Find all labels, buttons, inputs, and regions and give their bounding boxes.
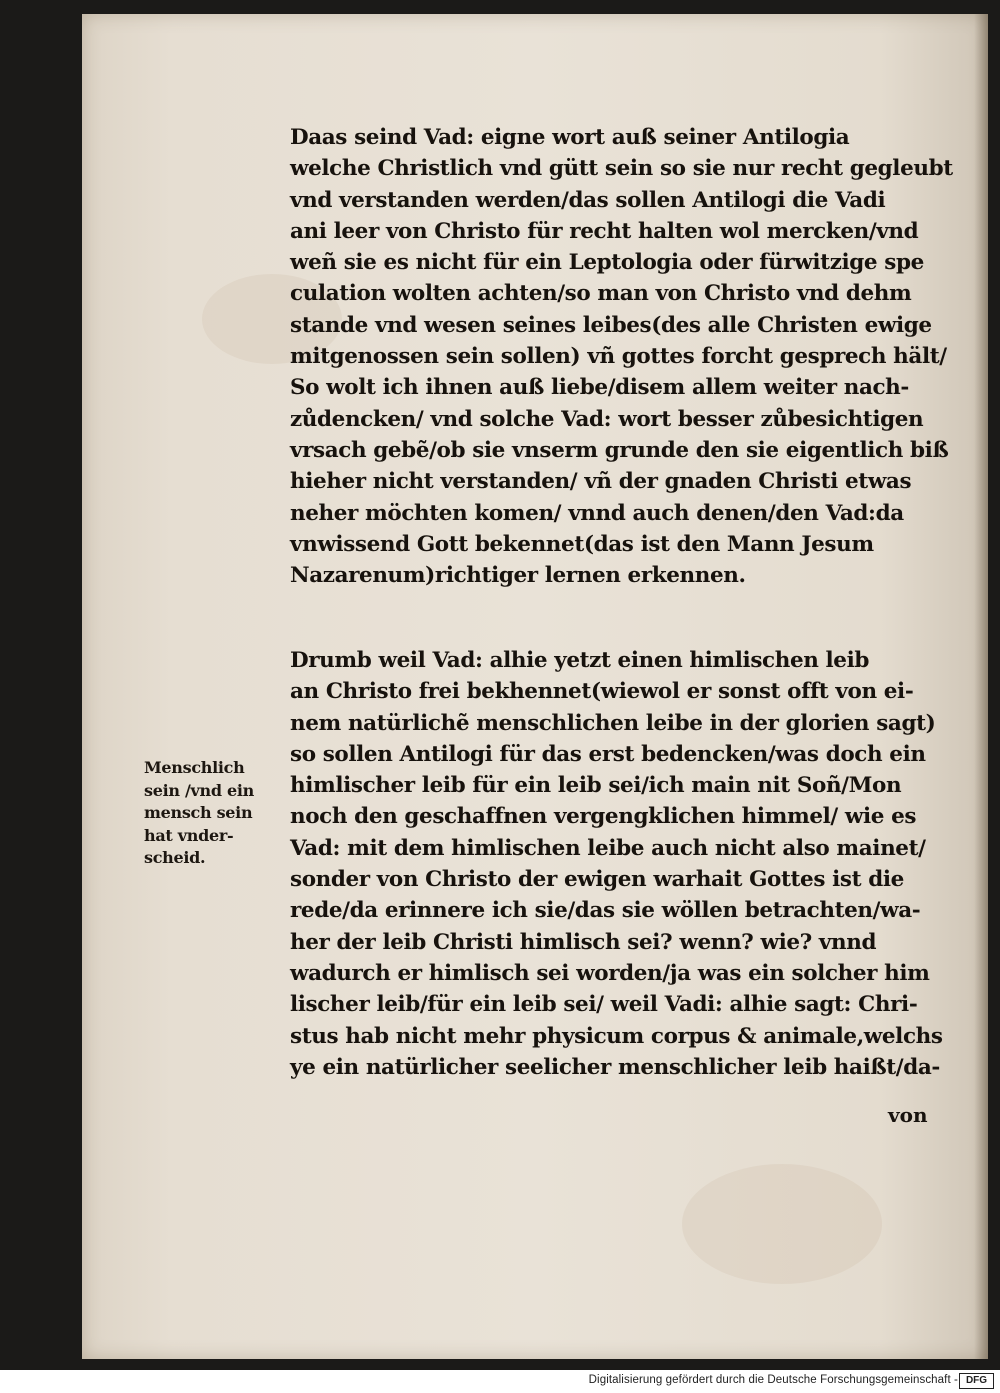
catchword: von [888, 1103, 928, 1127]
marginal-note-line: scheid. [144, 848, 206, 867]
marginal-note-line: mensch sein [144, 803, 253, 822]
text-line: welche Christlich vnd gütt sein so sie nur recht gegleubt [290, 156, 953, 182]
text-line: noch den geschaffnen vergengklichen himmel/ wie es [290, 804, 917, 830]
book-page [82, 14, 988, 1359]
text-line: vnwissend Gott bekennet(das ist den Mann Jesum [290, 531, 874, 557]
text-line: neher möchten komen/ vnnd auch denen/den Vad:da [290, 500, 904, 526]
text-line: himlischer leib für ein leib sei/ich main nit Soñ/Mon [290, 773, 902, 799]
marginal-note-line: Menschlich [144, 758, 245, 777]
text-line: Vad: mit dem himlischen leibe auch nicht also mainet/ [290, 835, 926, 861]
marginal-note-line: sein /vnd ein [144, 780, 254, 800]
text-line: so sollen Antilogi für das erst bedencken/was doch ein [290, 741, 926, 767]
page-edge-shadow [974, 14, 988, 1359]
paragraph-2 [290, 645, 950, 1083]
text-line: ani leer von Christo für recht halten wol mercken/vnd [290, 218, 919, 244]
text-line: stus hab nicht mehr physicum corpus & animale,welchs [290, 1023, 943, 1049]
text-line: Nazarenum)richtiger lernen erkennen. [290, 563, 746, 589]
text-line: her der leib Christi himlisch sei? wenn? wie? vnnd [290, 929, 877, 955]
paper-stain [682, 1164, 882, 1284]
paragraph-1 [290, 122, 953, 591]
dfg-logo: DFG [959, 1373, 994, 1389]
footer-bar [0, 1370, 1000, 1393]
text-line: vrsach gebẽ/ob sie vnserm grunde den sie eigentlich biß [290, 437, 949, 463]
marginal-note-line: hat vnder- [144, 825, 234, 845]
text-line: zůdencken/ vnd solche Vad: wort besser zůbesichtigen [290, 406, 924, 432]
text-line: Drumb weil Vad: alhie yetzt einen himlischen leib [290, 648, 869, 673]
text-line: Daas seind Vad: eigne wort auß seiner Antilogia [290, 125, 850, 150]
text-line: culation wolten achten/so man von Christo vnd dehm [290, 281, 912, 307]
marginal-note [144, 757, 269, 870]
text-line: vnd verstanden werden/das sollen Antilogi die Vadi [290, 187, 886, 213]
text-line: sonder von Christo der ewigen warhait Gottes ist die [290, 867, 904, 893]
text-line: So wolt ich ihnen auß liebe/disem allem weiter nach- [290, 375, 909, 401]
text-line: ye ein natürlicher seelicher menschlicher leib haißt/da- [290, 1054, 940, 1080]
text-line: an Christo frei bekhennet(wiewol er sonst offt von ei- [290, 679, 914, 705]
text-line: stande vnd wesen seines leibes(des alle Christen ewige [290, 312, 932, 338]
text-line: weñ sie es nicht für ein Leptologia oder fürwitzige spe [290, 250, 924, 276]
text-line: mitgenossen sein sollen) vñ gottes forcht gesprech hält/ [290, 344, 947, 370]
text-line: hieher nicht verstanden/ vñ der gnaden Christi etwas [290, 469, 912, 495]
funding-credit: Digitalisierung gefördert durch die Deutsche Forschungsgemeinschaft - [588, 1374, 958, 1386]
text-line: lischer leib/für ein leib sei/ weil Vadi: alhie sagt: Chri- [290, 992, 918, 1018]
text-line: nem natürlichẽ menschlichen leibe in der glorien sagt) [290, 710, 936, 736]
text-line: rede/da erinnere ich sie/das sie wöllen betrachten/wa- [290, 898, 921, 924]
text-line: wadurch er himlisch sei worden/ja was ein solcher him [290, 960, 930, 986]
